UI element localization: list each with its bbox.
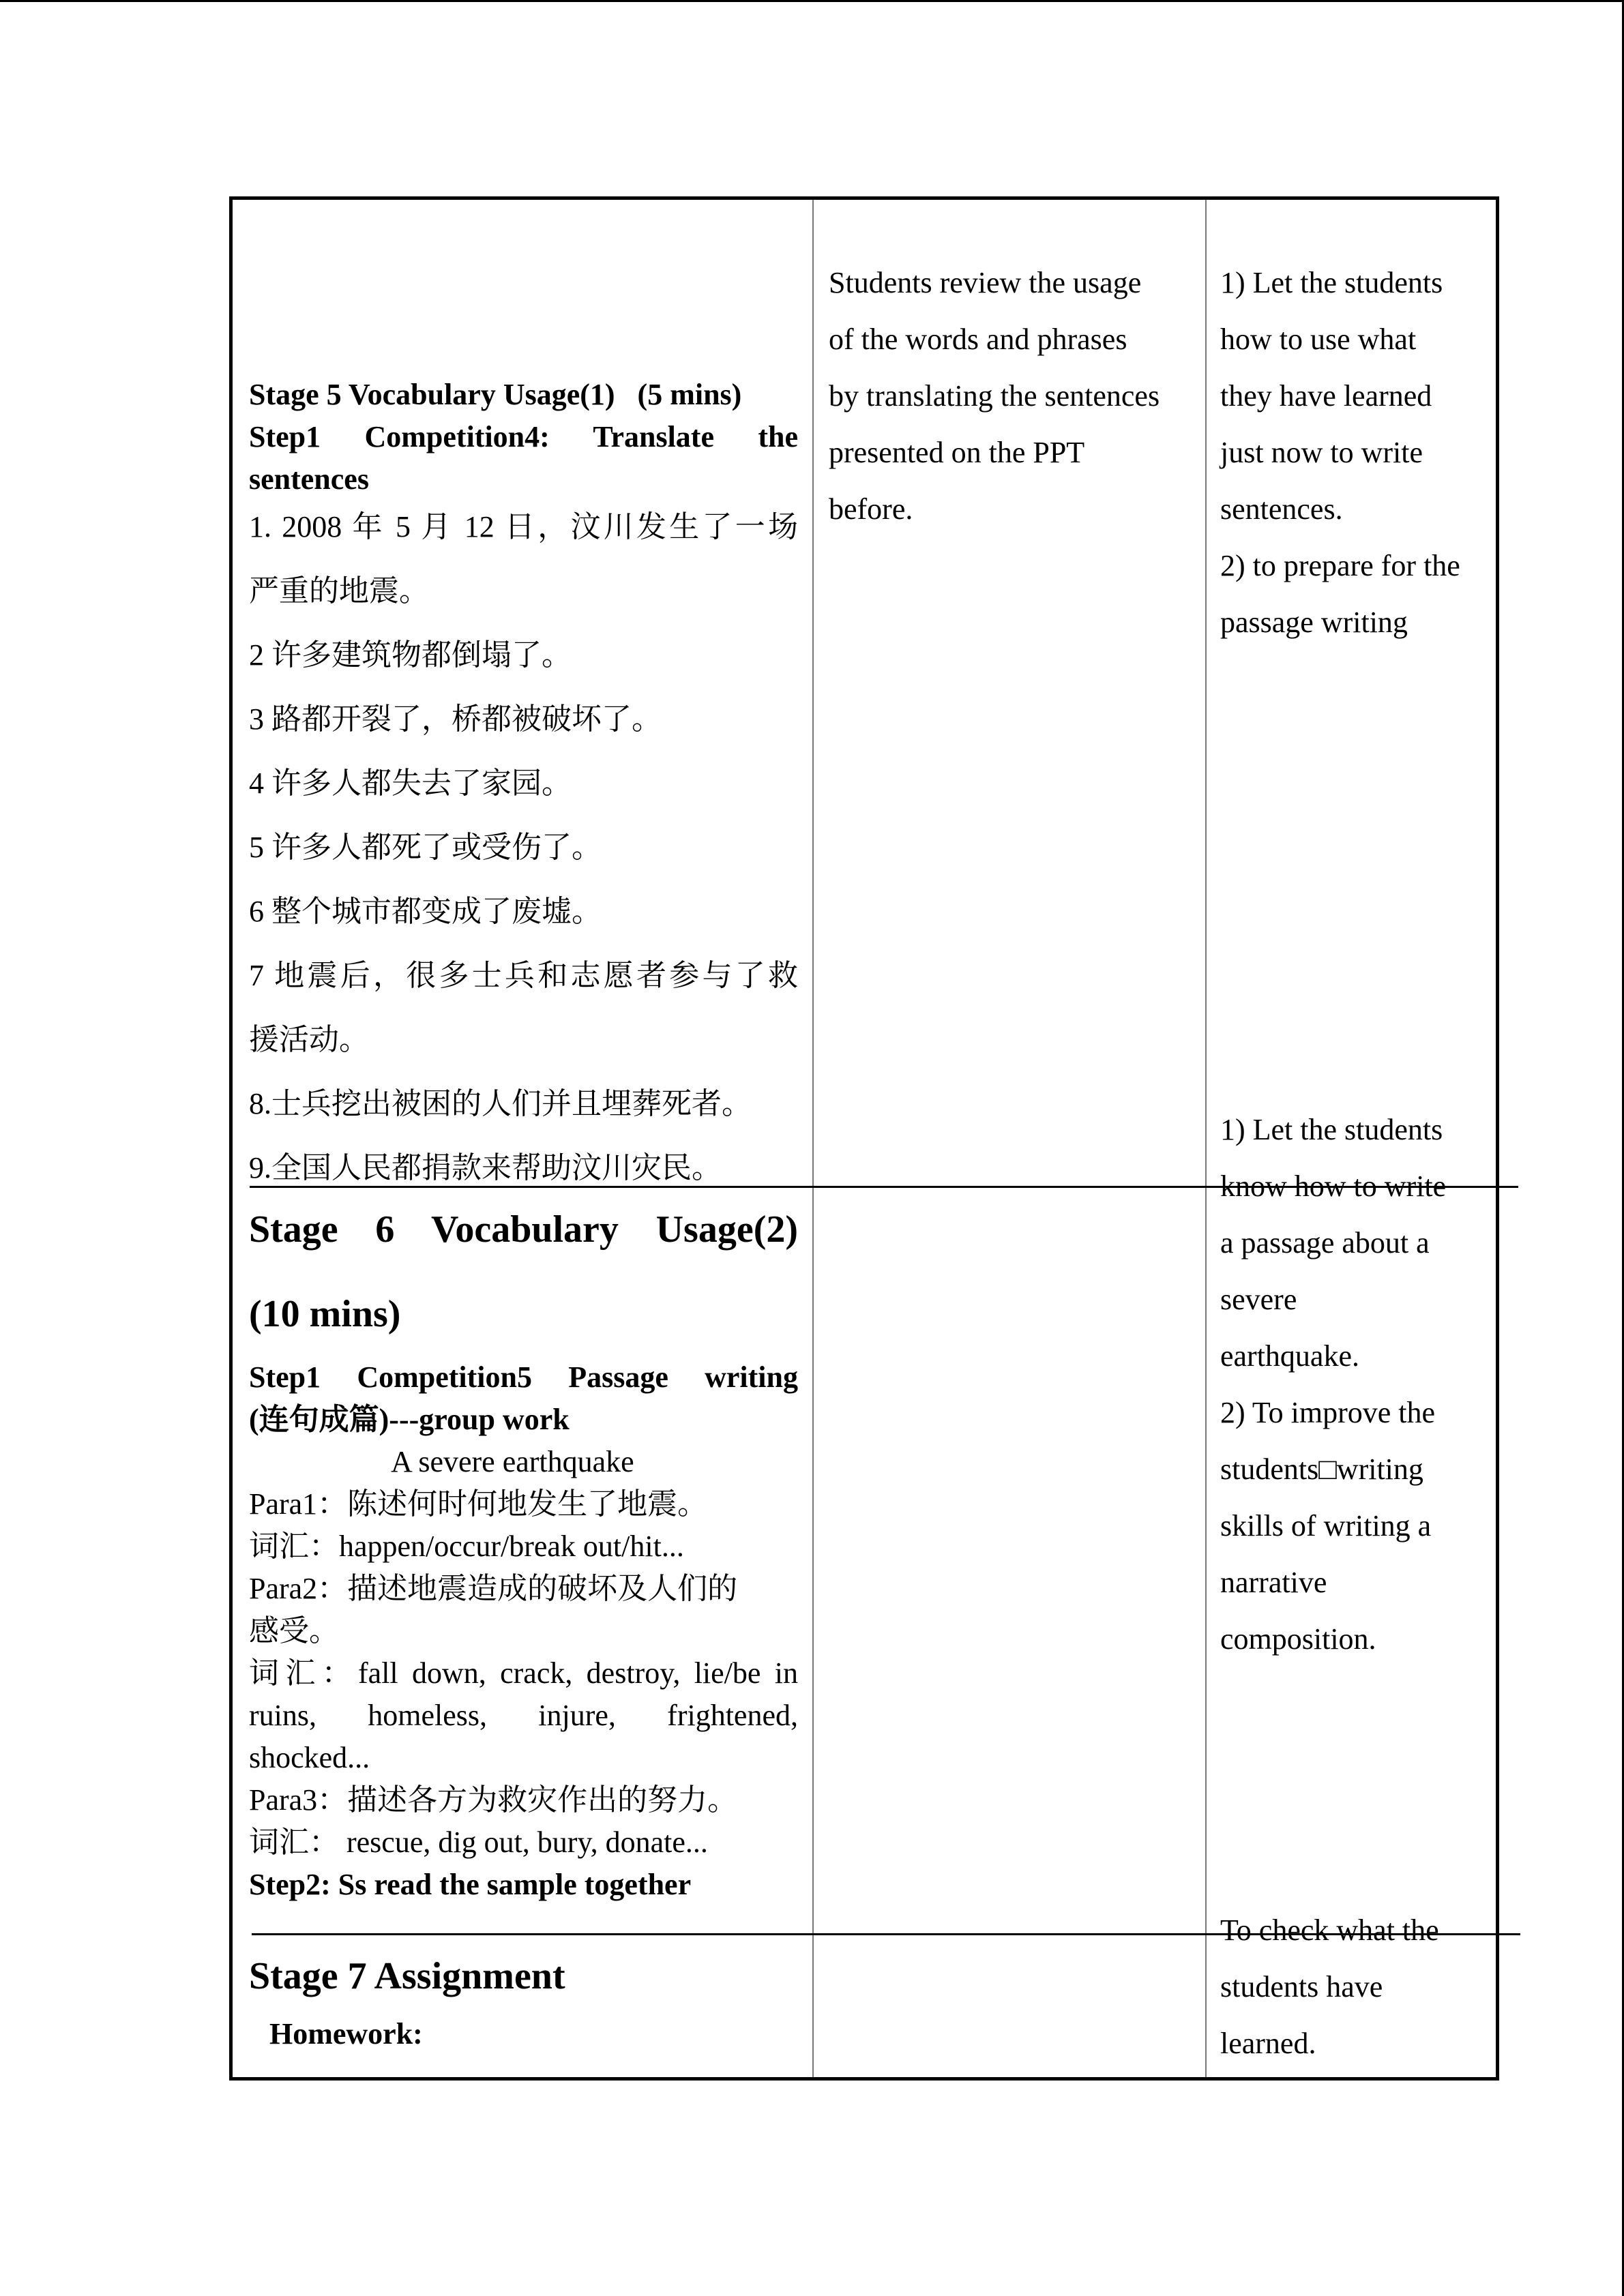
stage6-step2: Step2: Ss read the sample together bbox=[249, 1868, 692, 1901]
sentence-line: 7 地震后，很多士兵和志愿者参与了救 bbox=[249, 959, 798, 992]
sentence-line: 5 许多人都死了或受伤了。 bbox=[249, 831, 602, 864]
activity-line: by translating the sentences bbox=[829, 379, 1160, 413]
stage6-title-line1: Stage 6 Vocabulary Usage(2) bbox=[249, 1208, 798, 1251]
purpose-line: a passage about a bbox=[1220, 1226, 1430, 1259]
stage6-title-line2: (10 mins) bbox=[249, 1293, 401, 1335]
purpose-line: 1) Let the students bbox=[1220, 266, 1443, 299]
column-divider-2 bbox=[1205, 200, 1207, 2077]
purpose-line: narrative bbox=[1220, 1566, 1327, 1599]
purpose-line: 2) to prepare for the bbox=[1220, 549, 1460, 582]
purpose-line: just now to write bbox=[1220, 436, 1423, 469]
sentence-line: 6 整个城市都变成了废墟。 bbox=[249, 895, 602, 928]
stage6-step1-line2: (连句成篇)---group work bbox=[249, 1403, 570, 1436]
stage5-step1-line1: Step1 Competition4: Translate the bbox=[249, 420, 798, 453]
sentence-line: 2 许多建筑物都倒塌了。 bbox=[249, 638, 572, 672]
lesson-plan-table bbox=[229, 196, 1499, 2081]
passage-line: Para1：陈述何时何地发生了地震。 bbox=[249, 1487, 708, 1521]
column-divider-1 bbox=[812, 200, 814, 2077]
purpose-line: students□writing bbox=[1220, 1452, 1423, 1486]
activity-line: of the words and phrases bbox=[829, 323, 1127, 356]
sentence-line: 严重的地震。 bbox=[249, 574, 429, 608]
sentence-line: 1. 2008 年 5 月 12 日，汶川发生了一场 bbox=[249, 510, 798, 543]
stage7-purpose bbox=[1220, 1902, 1500, 2072]
stage5-sentences bbox=[249, 495, 798, 1200]
purpose-line: severe bbox=[1220, 1283, 1297, 1316]
homework-label: Homework: bbox=[269, 2017, 423, 2051]
stage5-step1-line2: sentences bbox=[249, 462, 369, 496]
sentence-line: 8.士兵挖出被困的人们并且埋葬死者。 bbox=[249, 1087, 752, 1120]
purpose-line: learned. bbox=[1220, 2027, 1316, 2060]
purpose-line: students have bbox=[1220, 1970, 1383, 2003]
purpose-line: earthquake. bbox=[1220, 1339, 1359, 1373]
purpose-line: they have learned bbox=[1220, 379, 1432, 413]
stage5-cell bbox=[249, 374, 798, 1200]
activity-line: presented on the PPT bbox=[829, 436, 1085, 469]
stage5-title: Stage 5 Vocabulary Usage(1) (5 mins) bbox=[249, 378, 742, 411]
passage-line: 感受。 bbox=[249, 1614, 339, 1648]
purpose-line: passage writing bbox=[1220, 606, 1408, 639]
passage-line: Para2：描述地震造成的破坏及人们的 bbox=[249, 1572, 738, 1605]
sentence-line: 4 许多人都失去了家园。 bbox=[249, 766, 572, 800]
stage6-step1-line1: Step1 Competition5 Passage writing bbox=[249, 1360, 798, 1394]
sentence-line: 援活动。 bbox=[249, 1023, 369, 1056]
purpose-line: 1) Let the students bbox=[1220, 1113, 1443, 1146]
passage-line: shocked... bbox=[249, 1741, 370, 1774]
passage-line: 词汇： rescue, dig out, bury, donate... bbox=[249, 1825, 708, 1859]
stage6-cell bbox=[249, 1187, 798, 1906]
purpose-line: how to use what bbox=[1220, 323, 1417, 356]
passage-line: Para3：描述各方为救灾作出的努力。 bbox=[249, 1783, 738, 1817]
passage-line: 词汇：happen/occur/break out/hit... bbox=[249, 1530, 684, 1563]
passage-line: ruins, homeless, injure, frightened, bbox=[249, 1699, 798, 1732]
purpose-line: composition. bbox=[1220, 1622, 1376, 1656]
sentence-line: 3 路都开裂了，桥都被破坏了。 bbox=[249, 702, 662, 736]
purpose-line: skills of writing a bbox=[1220, 1509, 1432, 1542]
stage6-purpose bbox=[1220, 1101, 1500, 1667]
activity-line: before. bbox=[829, 492, 913, 526]
page-top-border bbox=[0, 0, 1624, 2]
passage-line: 词汇：fall down, crack, destroy, lie/be in bbox=[249, 1656, 798, 1690]
stage5-student-activity bbox=[829, 254, 1200, 537]
stage7-cell bbox=[249, 1945, 798, 2061]
purpose-line: sentences. bbox=[1220, 492, 1343, 526]
stage7-title: Stage 7 Assignment bbox=[249, 1955, 565, 1997]
purpose-line: To check what the bbox=[1220, 1913, 1439, 1947]
activity-line: Students review the usage bbox=[829, 266, 1142, 299]
purpose-line: 2) To improve the bbox=[1220, 1396, 1436, 1429]
purpose-line: know how to write bbox=[1220, 1169, 1447, 1203]
stage5-purpose bbox=[1220, 254, 1500, 651]
passage-title: A severe earthquake bbox=[391, 1445, 634, 1478]
sentence-line: 9.全国人民都捐款来帮助汶川灾民。 bbox=[249, 1151, 722, 1184]
